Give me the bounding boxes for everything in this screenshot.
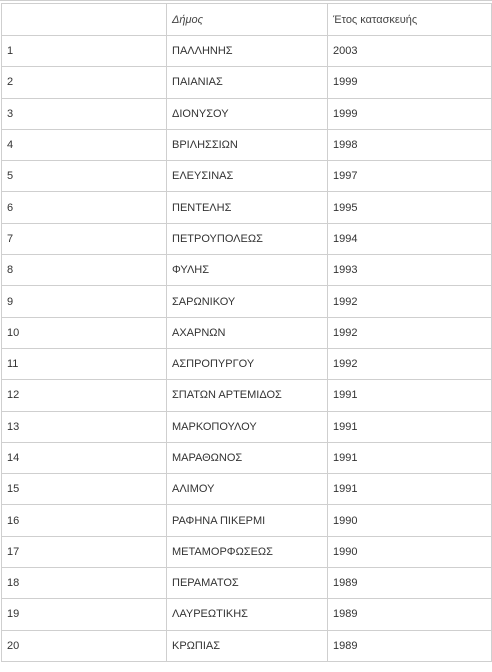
cell-municipality: ΑΣΠΡΟΠΥΡΓΟΥ [167,348,328,379]
table-row [2,98,492,129]
cell-municipality: ΣΠΑΤΩΝ ΑΡΤΕΜΙΔΟΣ [167,380,328,411]
cell-year: 1991 [328,411,492,442]
cell-municipality: ΜΕΤΑΜΟΡΦΩΣΕΩΣ [167,536,328,567]
cell-rank: 2 [2,67,167,98]
table-row [2,223,492,254]
cell-year: 1992 [328,317,492,348]
table-row [2,192,492,223]
table-row [2,568,492,599]
cell-year: 1989 [328,568,492,599]
cell-municipality: ΕΛΕΥΣΙΝΑΣ [167,161,328,192]
cell-year: 1990 [328,536,492,567]
cell-municipality: ΑΧΑΡΝΩΝ [167,317,328,348]
table-row [2,630,492,661]
table-row [2,36,492,67]
cell-year: 1999 [328,67,492,98]
table-header [2,4,492,36]
cell-year: 1994 [328,223,492,254]
cell-year: 1989 [328,630,492,661]
cell-year: 1998 [328,129,492,160]
header-municipality: Δήμος [167,4,328,36]
cell-municipality: ΑΛΙΜΟΥ [167,474,328,505]
table-row [2,286,492,317]
cell-rank: 6 [2,192,167,223]
table-row [2,317,492,348]
cell-rank: 14 [2,442,167,473]
cell-year: 1993 [328,255,492,286]
cell-municipality: ΠΑΛΛΗΝΗΣ [167,36,328,67]
cell-municipality: ΠΑΙΑΝΙΑΣ [167,67,328,98]
table-row [2,442,492,473]
cell-rank: 7 [2,223,167,254]
table-container [0,3,492,662]
cell-municipality: ΔΙΟΝΥΣΟΥ [167,98,328,129]
table-row [2,411,492,442]
cell-municipality: ΛΑΥΡΕΩΤΙΚΗΣ [167,599,328,630]
table-row [2,536,492,567]
cell-rank: 18 [2,568,167,599]
cell-year: 1990 [328,505,492,536]
table-row [2,161,492,192]
table-row [2,255,492,286]
cell-rank: 10 [2,317,167,348]
cell-rank: 9 [2,286,167,317]
cell-rank: 3 [2,98,167,129]
cell-municipality: ΡΑΦΗΝΑ ΠΙΚΕΡΜΙ [167,505,328,536]
table-row [2,505,492,536]
cell-year: 1991 [328,474,492,505]
cell-municipality: ΜΑΡΚΟΠΟΥΛΟΥ [167,411,328,442]
header-rank [2,4,167,36]
cell-year: 1991 [328,442,492,473]
cell-year: 1992 [328,286,492,317]
cell-rank: 12 [2,380,167,411]
table-row [2,129,492,160]
header-row [2,4,492,36]
table-row [2,599,492,630]
cell-rank: 13 [2,411,167,442]
cell-year: 1992 [328,348,492,379]
cell-municipality: ΠΕΡΑΜΑΤΟΣ [167,568,328,599]
municipality-construction-table [1,3,492,662]
cell-municipality: ΠΕΝΤΕΛΗΣ [167,192,328,223]
cell-rank: 17 [2,536,167,567]
table-row [2,474,492,505]
cell-year: 1999 [328,98,492,129]
cell-year: 1991 [328,380,492,411]
cell-rank: 11 [2,348,167,379]
cell-rank: 15 [2,474,167,505]
cell-municipality: ΚΡΩΠΙΑΣ [167,630,328,661]
cell-municipality: ΦΥΛΗΣ [167,255,328,286]
table-row [2,380,492,411]
cell-year: 1995 [328,192,492,223]
header-year: Έτος κατασκευής [328,4,492,36]
cell-municipality: ΣΑΡΩΝΙΚΟΥ [167,286,328,317]
cell-rank: 20 [2,630,167,661]
cell-rank: 19 [2,599,167,630]
cell-rank: 8 [2,255,167,286]
cell-municipality: ΒΡΙΛΗΣΣΙΩΝ [167,129,328,160]
table-row [2,348,492,379]
cell-rank: 4 [2,129,167,160]
cell-year: 1997 [328,161,492,192]
cell-rank: 1 [2,36,167,67]
cell-rank: 5 [2,161,167,192]
cell-year: 2003 [328,36,492,67]
cell-municipality: ΠΕΤΡΟΥΠΟΛΕΩΣ [167,223,328,254]
table-row [2,67,492,98]
cell-rank: 16 [2,505,167,536]
cell-year: 1989 [328,599,492,630]
cell-municipality: ΜΑΡΑΘΩΝΟΣ [167,442,328,473]
table-body [2,36,492,662]
